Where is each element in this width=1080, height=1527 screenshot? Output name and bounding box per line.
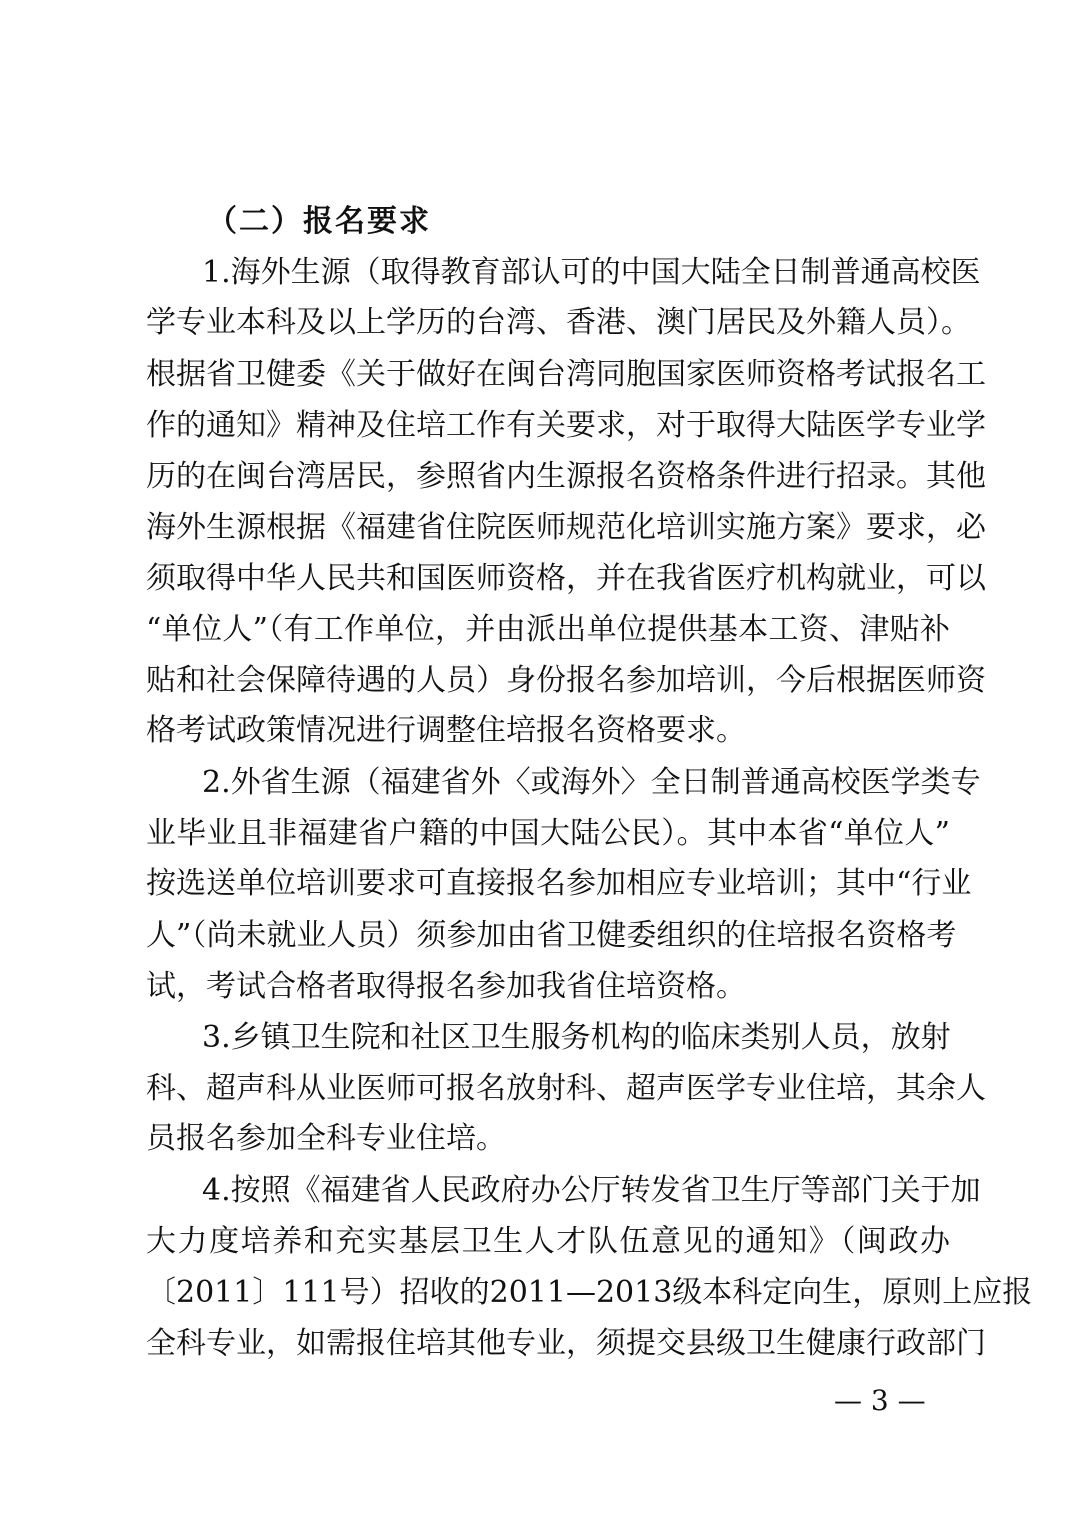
paragraph-1-line-4: 作的通知》精神及住培工作有关要求，对于取得大陆医学专业学 xyxy=(146,408,986,443)
paragraph-1-line-1: 1.海外生源（取得教育部认可的中国大陆全日制普通高校医 xyxy=(202,255,981,290)
paragraph-3-line-1: 3.乡镇卫生院和社区卫生服务机构的临床类别人员，放射 xyxy=(202,1020,951,1055)
paragraph-4-line-3: 〔2011〕111号）招收的2011—2013级本科定向生，原则上应报 xyxy=(146,1275,1033,1310)
paragraph-2-line-3: 按选送单位培训要求可直接报名参加相应专业培训；其中“行业 xyxy=(146,866,972,901)
paragraph-4-line-2: 大力度培养和充实基层卫生人才队伍意见的通知》（闽政办 xyxy=(146,1224,950,1259)
paragraph-2-line-5: 试，考试合格者取得报名参加我省住培资格。 xyxy=(146,969,746,1004)
paragraph-3-line-2: 科、超声科从业医师可报名放射科、超声医学专业住培，其余人 xyxy=(146,1071,986,1106)
section-heading: （二）报名要求 xyxy=(207,204,431,239)
paragraph-3-line-3: 员报名参加全科专业住培。 xyxy=(146,1121,506,1156)
paragraph-2-line-1: 2.外省生源（福建省外〈或海外〉全日制普通高校医学类专 xyxy=(202,765,981,800)
paragraph-2-line-2: 业毕业且非福建省户籍的中国大陆公民）。其中本省“单位人” xyxy=(146,816,950,851)
paragraph-4-line-1: 4.按照《福建省人民政府办公厅转发省卫生厅等部门关于加 xyxy=(202,1173,981,1208)
paragraph-1-line-9: 贴和社会保障待遇的人员）身份报名参加培训，今后根据医师资 xyxy=(146,663,986,698)
paragraph-1-line-8: “单位人”（有工作单位，并由派出单位提供基本工资、津贴补 xyxy=(146,612,950,647)
paragraph-1-line-5: 历的在闽台湾居民，参照省内生源报名资格条件进行招录。其他 xyxy=(146,459,986,494)
paragraph-2-line-4: 人”（尚未就业人员）须参加由省卫健委组织的住培报名资格考 xyxy=(146,918,957,953)
paragraph-1-line-2: 学专业本科及以上学历的台湾、香港、澳门居民及外籍人员）。 xyxy=(146,305,971,340)
paragraph-1-line-7: 须取得中华人民共和国医师资格，并在我省医疗机构就业，可以 xyxy=(146,561,986,596)
paragraph-1-line-6: 海外生源根据《福建省住院医师规范化培训实施方案》要求，必 xyxy=(146,510,986,545)
paragraph-4-line-4: 全科专业，如需报住培其他专业，须提交县级卫生健康行政部门 xyxy=(146,1326,986,1361)
paragraph-1-line-3: 根据省卫健委《关于做好在闽台湾同胞国家医师资格考试报名工 xyxy=(146,357,986,392)
paragraph-1-line-10: 格考试政策情况进行调整住培报名资格要求。 xyxy=(146,713,746,748)
page-number: — 3 — xyxy=(834,1384,926,1417)
